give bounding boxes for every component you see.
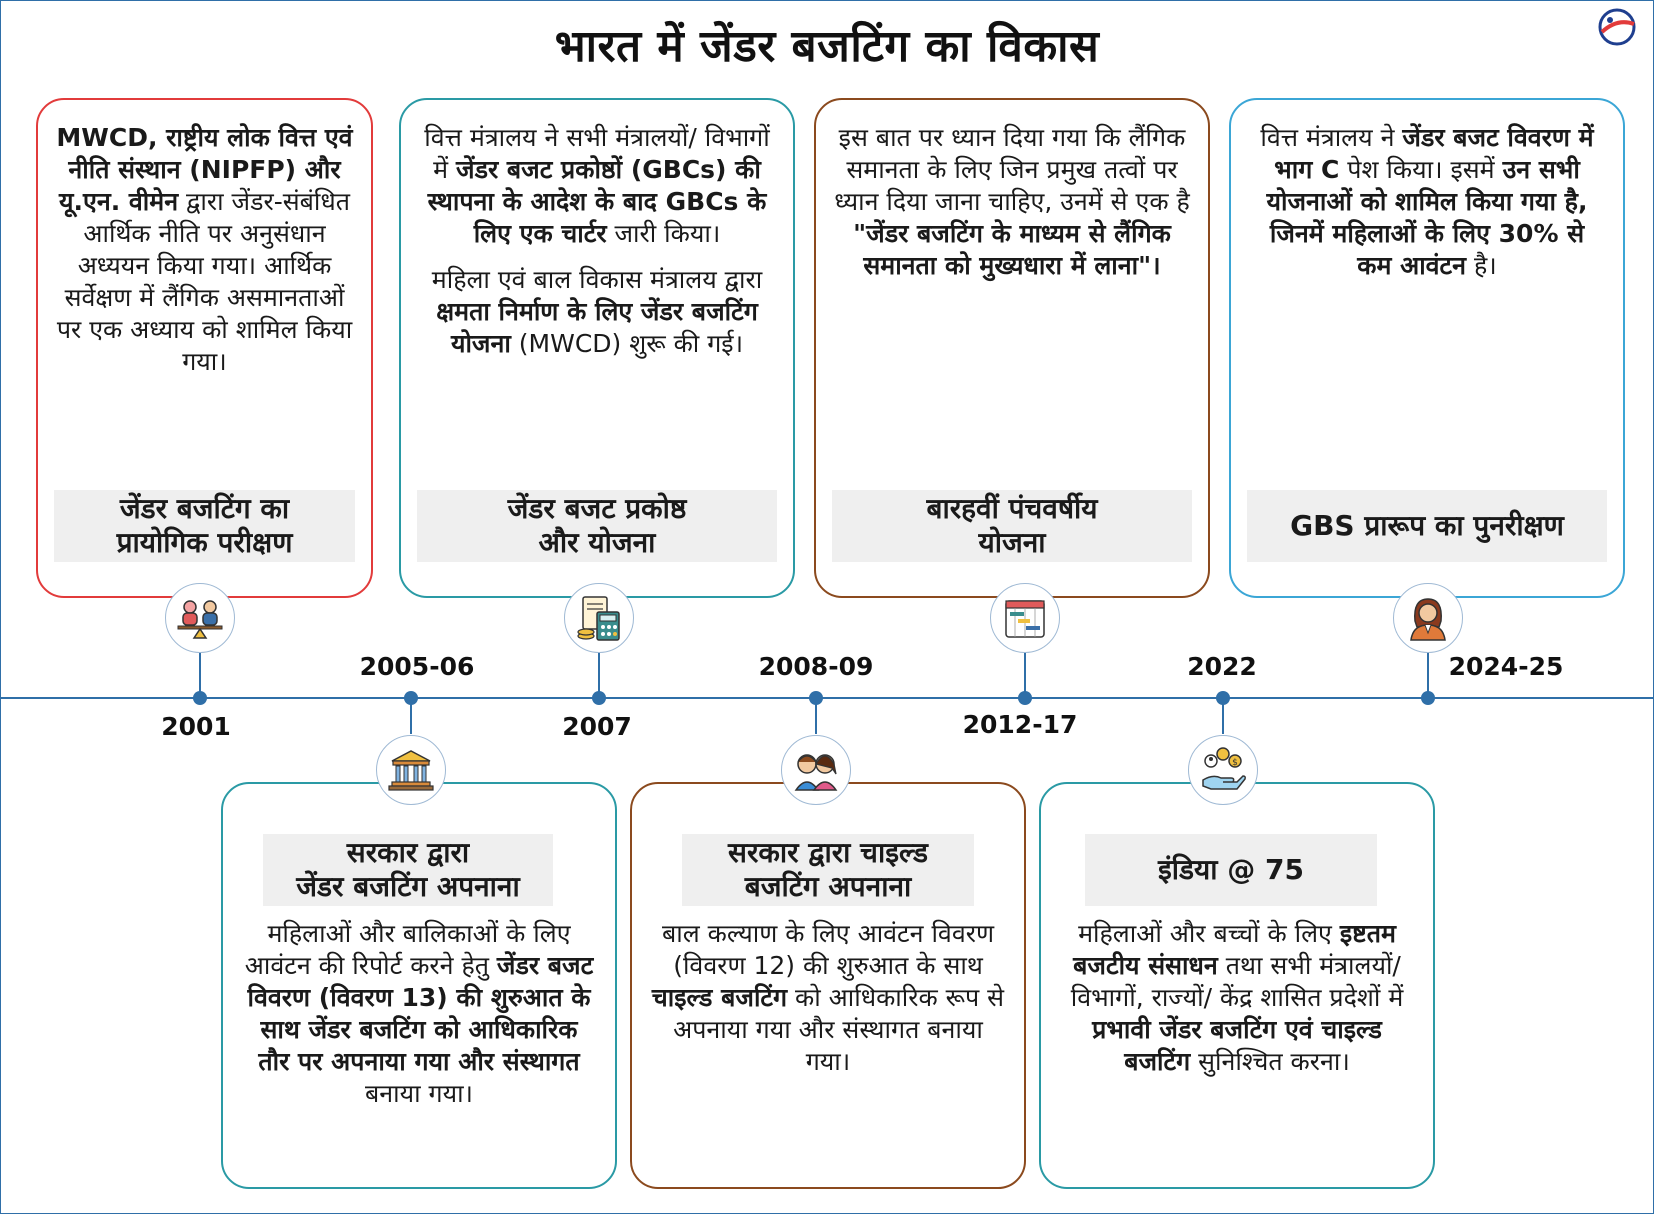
event-card-2001 bbox=[36, 98, 373, 598]
event-2008-label: सरकार द्वारा चाइल्ड बजटिंग अपनाना bbox=[682, 834, 974, 906]
budget-calculator-icon bbox=[564, 583, 634, 653]
year-2024: 2024-25 bbox=[1448, 652, 1564, 681]
dot-2024 bbox=[1421, 691, 1435, 705]
dot-2022 bbox=[1216, 691, 1230, 705]
event-card-2007 bbox=[399, 98, 795, 598]
event-2024-text: वित्त मंत्रालय ने जेंडर बजट विवरण में भाग C पेश किया। इसमें उन सभी योजनाओं को शामिल किया गया है, जिनमें महिलाओं के लिए 30% से कम आवंटन है। bbox=[1260, 123, 1594, 280]
event-2001-text: MWCD, राष्ट्रीय लोक वित्त एवं नीति संस्थान (NIPFP) और यू.एन. वीमेन द्वारा जेंडर-संबंधित आर्थिक नीति पर अनुसंधान अध्ययन किया गया। आर्थिक सर्वेक्षण में लैंगिक असमानताओं पर एक अध्याय को शामिल किया गया। bbox=[56, 123, 353, 376]
event-2024-label: GBS प्रारूप का पुनरीक्षण bbox=[1247, 490, 1607, 562]
event-2001-label: जेंडर बजटिंग का प्रायोगिक परीक्षण bbox=[54, 490, 355, 562]
event-2008-text: बाल कल्याण के लिए आवंटन विवरण (विवरण 12) की शुरुआत के साथ चाइल्ड बजटिंग को आधिकारिक रूप से अपनाया गया और संस्थागत बनाया गया। bbox=[651, 919, 1005, 1076]
year-2005: 2005-06 bbox=[359, 652, 475, 681]
event-card-2008 bbox=[630, 782, 1026, 1189]
year-2001: 2001 bbox=[161, 712, 231, 741]
gantt-calendar-icon bbox=[990, 583, 1060, 653]
event-2007-label: जेंडर बजट प्रकोष्ठ और योजना bbox=[417, 490, 777, 562]
event-2022-label: इंडिया @ 75 bbox=[1085, 834, 1377, 906]
event-card-2022 bbox=[1039, 782, 1435, 1189]
event-card-2012 bbox=[814, 98, 1210, 598]
event-2012-text: इस बात पर ध्यान दिया गया कि लैंगिक समानता के लिए जिन प्रमुख तत्वों पर ध्यान दिया जाना चाहिए, उनमें से एक है "जेंडर बजटिंग के माध्यम से लैंगिक समानता को मुख्यधारा में लाना"। bbox=[834, 123, 1190, 280]
logo-icon bbox=[1596, 6, 1638, 48]
dot-2005 bbox=[404, 691, 418, 705]
event-2005-text: महिलाओं और बालिकाओं के लिए आवंटन की रिपोर्ट करने हेतु जेंडर बजट विवरण (विवरण 13) की शुरुआत के साथ जेंडर बजटिंग को आधिकारिक तौर पर अपनाया गया और संस्थागत बनाया गया। bbox=[244, 919, 594, 1108]
event-2005-label: सरकार द्वारा जेंडर बजटिंग अपनाना bbox=[263, 834, 553, 906]
event-2022-text: महिलाओं और बच्चों के लिए इष्टतम बजटीय संसाधन तथा सभी मंत्रालयों/ विभागों, राज्यों/ केंद्र शासित प्रदेशों में प्रभावी जेंडर बजटिंग एवं चाइल्ड बजटिंग सुनिश्चित करना। bbox=[1070, 919, 1404, 1076]
event-2012-label: बारहवीं पंचवर्षीय योजना bbox=[832, 490, 1192, 562]
timeline-axis bbox=[0, 697, 1654, 699]
year-2007: 2007 bbox=[562, 712, 632, 741]
year-2012: 2012-17 bbox=[962, 710, 1078, 739]
event-2007-text-1: वित्त मंत्रालय ने सभी मंत्रालयों/ विभागों में जेंडर बजट प्रकोष्ठों (GBCs) की स्थापना के आदेश के बाद GBCs के लिए एक चार्टर जारी किया। bbox=[424, 123, 770, 248]
woman-icon bbox=[1393, 583, 1463, 653]
resources-hand-icon bbox=[1188, 735, 1258, 805]
seesaw-equality-icon bbox=[165, 583, 235, 653]
dot-2007 bbox=[592, 691, 606, 705]
event-2007-text-2: महिला एवं बाल विकास मंत्रालय द्वारा क्षमता निर्माण के लिए जेंडर बजटिंग योजना (MWCD) शुरू की गई। bbox=[431, 265, 763, 358]
children-icon bbox=[781, 735, 851, 805]
government-building-icon bbox=[376, 735, 446, 805]
dot-2008 bbox=[809, 691, 823, 705]
event-card-2005 bbox=[221, 782, 617, 1189]
year-2008: 2008-09 bbox=[758, 652, 874, 681]
dot-2012 bbox=[1018, 691, 1032, 705]
year-2022: 2022 bbox=[1187, 652, 1257, 681]
page-title: भारत में जेंडर बजटिंग का विकास bbox=[554, 21, 1100, 72]
dot-2001 bbox=[193, 691, 207, 705]
svg-text:$: $ bbox=[1232, 758, 1238, 768]
event-card-2024 bbox=[1229, 98, 1625, 598]
